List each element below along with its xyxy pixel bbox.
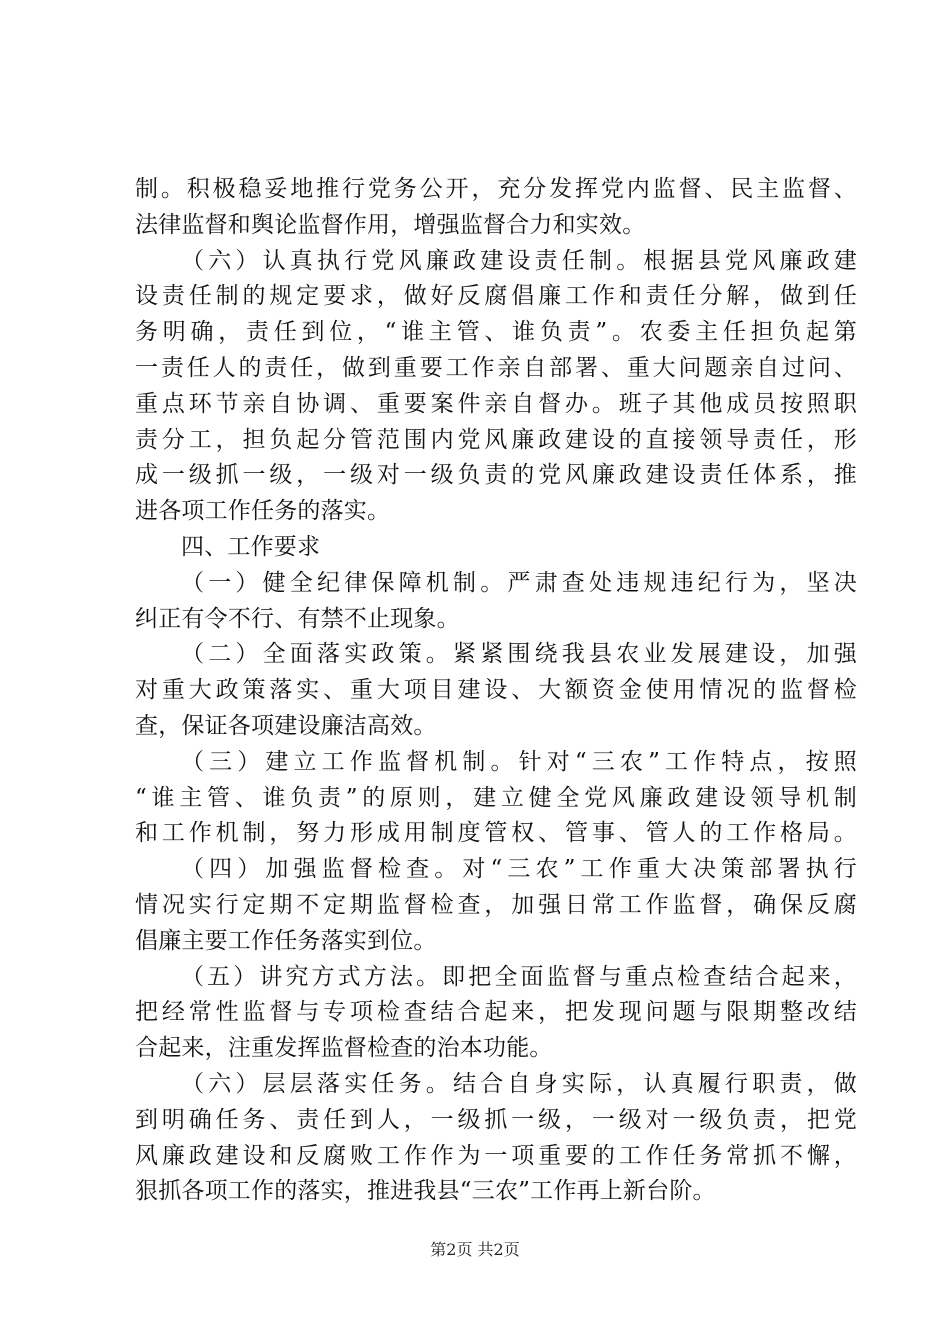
text-line: 风廉政建设和反腐败工作作为一项重要的工作任务常抓不懈， — [135, 1142, 857, 1169]
text-line: 务明确，责任到位，“谁主管、谁负责”。农委主任担负起第 — [135, 319, 857, 346]
text-line: 责分工，担负起分管范围内党风廉政建设的直接领导责任，形 — [135, 426, 857, 453]
text-line: 纠正有令不行、有禁不止现象。 — [135, 605, 460, 632]
text-line: 制。积极稳妥地推行党务公开，充分发挥党内监督、民主监督、 — [135, 176, 857, 202]
text-line: （二）全面落实政策。紧紧围绕我县农业发展建设，加强 — [181, 641, 857, 668]
text-line: （六）层层落实任务。结合自身实际，认真履行职责，做 — [181, 1070, 857, 1097]
text-line: 情况实行定期不定期监督检查，加强日常工作监督，确保反腐 — [135, 891, 857, 918]
text-line: 到明确任务、责任到人，一级抓一级，一级对一级负责，把党 — [135, 1106, 857, 1133]
text-line: （三）建立工作监督机制。针对“三农”工作特点，按照 — [181, 748, 857, 775]
text-line: 和工作机制，努力形成用制度管权、管事、管人的工作格局。 — [135, 820, 857, 847]
text-line: （五）讲究方式方法。即把全面监督与重点检查结合起来， — [181, 963, 857, 990]
text-line: 一责任人的责任，做到重要工作亲自部署、重大问题亲自过问、 — [135, 354, 857, 381]
text-line: （六）认真执行党风廉政建设责任制。根据县党风廉政建 — [181, 247, 857, 274]
text-line: 设责任制的规定要求，做好反腐倡廉工作和责任分解，做到任 — [135, 283, 857, 310]
text-line: 把经常性监督与专项检查结合起来，把发现问题与限期整改结 — [135, 999, 857, 1026]
text-line: （一）健全纪律保障机制。严肃查处违规违纪行为，坚决 — [181, 569, 857, 596]
text-line: 倡廉主要工作任务落实到位。 — [135, 927, 437, 954]
text-line: 狠抓各项工作的落实，推进我县“三农”工作再上新台阶。 — [135, 1178, 716, 1205]
text-line: 对重大政策落实、重大项目建设、大额资金使用情况的监督检 — [135, 677, 857, 704]
text-line: 法律监督和舆论监督作用，增强监督合力和实效。 — [135, 211, 646, 238]
text-line: 成一级抓一级，一级对一级负责的党风廉政建设责任体系，推 — [135, 462, 857, 489]
text-line: 重点环节亲自协调、重要案件亲自督办。班子其他成员按照职 — [135, 390, 857, 417]
section-heading: 四、工作要求 — [181, 533, 321, 560]
text-line: 进各项工作任务的落实。 — [135, 498, 391, 525]
text-line: 查，保证各项建设廉洁高效。 — [135, 712, 437, 739]
text-line: “谁主管、谁负责”的原则，建立健全党风廉政建设领导机制 — [135, 784, 857, 811]
text-line: （四）加强监督检查。对“三农”工作重大决策部署执行 — [181, 856, 857, 883]
text-line: 合起来，注重发挥监督检查的治本功能。 — [135, 1035, 553, 1062]
document-body — [135, 172, 857, 1210]
page-number-footer: 第2页 共2页 — [430, 1240, 520, 1259]
